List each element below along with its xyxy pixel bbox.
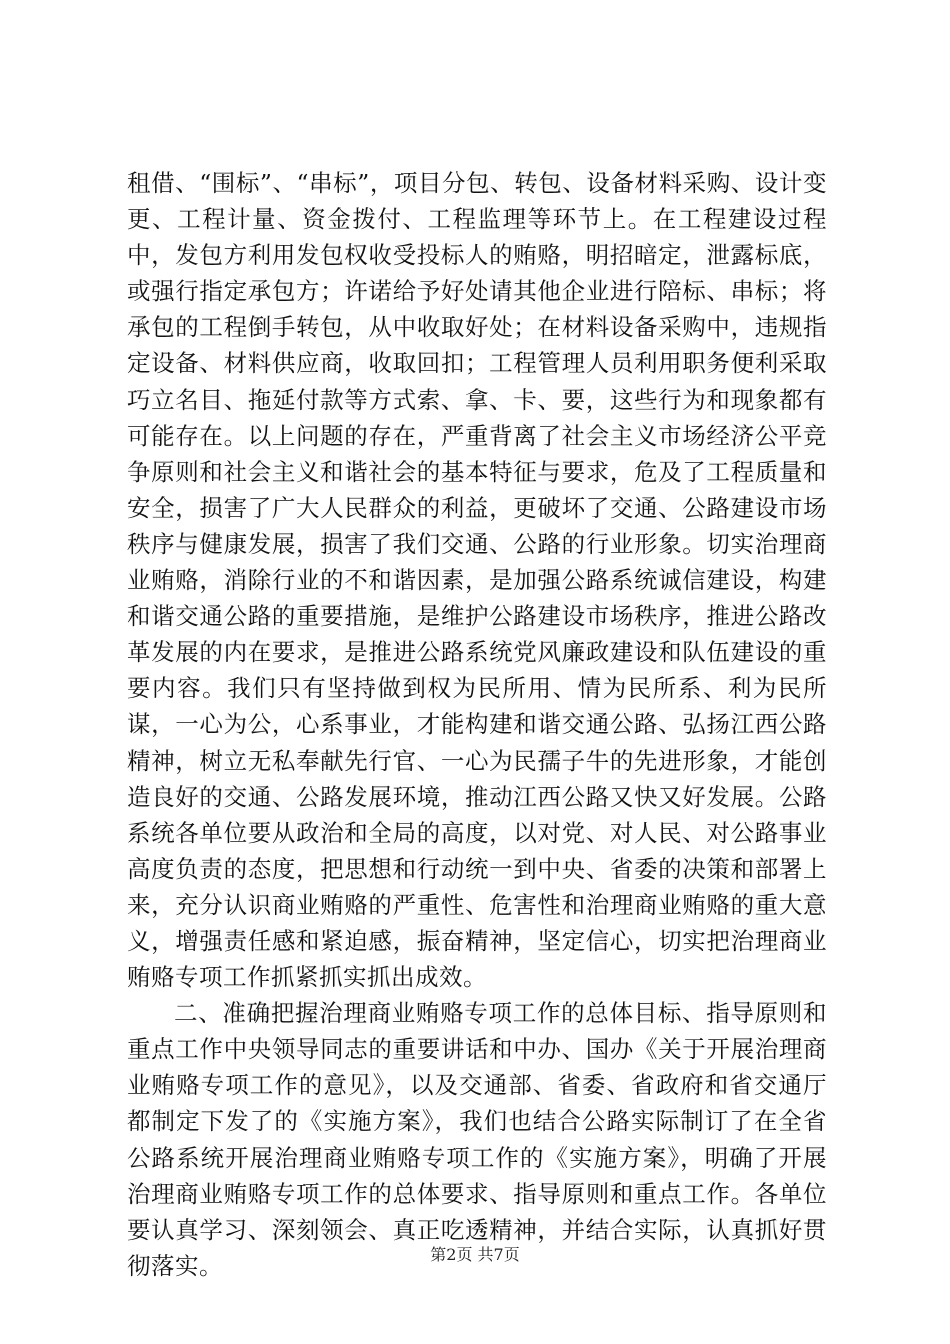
body-paragraph-2: 二、准确把握治理商业贿赂专项工作的总体目标、指导原则和重点工作中央领导同志的重要讲话和中办、国办《关于开展治理商业贿赂专项工作的意见》，以及交通部、省委、省政府和省交通厅都制定下发了的《实施方案》，我们也结合公路实际制订了在全省公路系统开展治理商业贿赂专项工作的《实施方案》，明确了开展治理商业贿赂专项工作的总体要求、指导原则和重点工作。各单位要认真学习、深刻领会、真正吃透精神，并结合实际，认真抓好贯彻落实。 — [127, 999, 827, 1280]
document-body — [127, 165, 827, 1284]
page-number-footer: 第2页 共7页 — [430, 1245, 520, 1264]
body-paragraph-1: 租借、“围标”、“串标”，项目分包、转包、设备材料采购、设计变更、工程计量、资金拨付、工程监理等环节上。在工程建设过程中，发包方利用发包权收受投标人的贿赂，明招暗定，泄露标底，或强行指定承包方；许诺给予好处请其他企业进行陪标、串标；将承包的工程倒手转包，从中收取好处；在材料设备采购中，违规指定设备、材料供应商，收取回扣；工程管理人员利用职务便利采取巧立名目、拖延付款等方式索、拿、卡、要，这些行为和现象都有可能存在。以上问题的存在，严重背离了社会主义市场经济公平竞争原则和社会主义和谐社会的基本特征与要求，危及了工程质量和安全，损害了广大人民群众的利益，更破坏了交通、公路建设市场秩序与健康发展，损害了我们交通、公路的行业形象。切实治理商业贿赂，消除行业的不和谐因素，是加强公路系统诚信建设，构建和谐交通公路的重要措施，是维护公路建设市场秩序，推进公路改革发展的内在要求，是推进公路系统党风廉政建设和队伍建设的重要内容。我们只有坚持做到权为民所用、情为民所系、利为民所谋，一心为公，心系事业，才能构建和谐交通公路、弘扬江西公路精神，树立无私奉献先行官、一心为民孺子牛的先进形象，才能创造良好的交通、公路发展环境，推动江西公路又快又好发展。公路系统各单位要从政治和全局的高度，以对党、对人民、对公路事业高度负责的态度，把思想和行动统一到中央、省委的决策和部署上来，充分认识商业贿赂的严重性、危害性和治理商业贿赂的重大意义，增强责任感和紧迫感，振奋精神，坚定信心，切实把治理商业贿赂专项工作抓紧抓实抓出成效。 — [127, 169, 827, 992]
